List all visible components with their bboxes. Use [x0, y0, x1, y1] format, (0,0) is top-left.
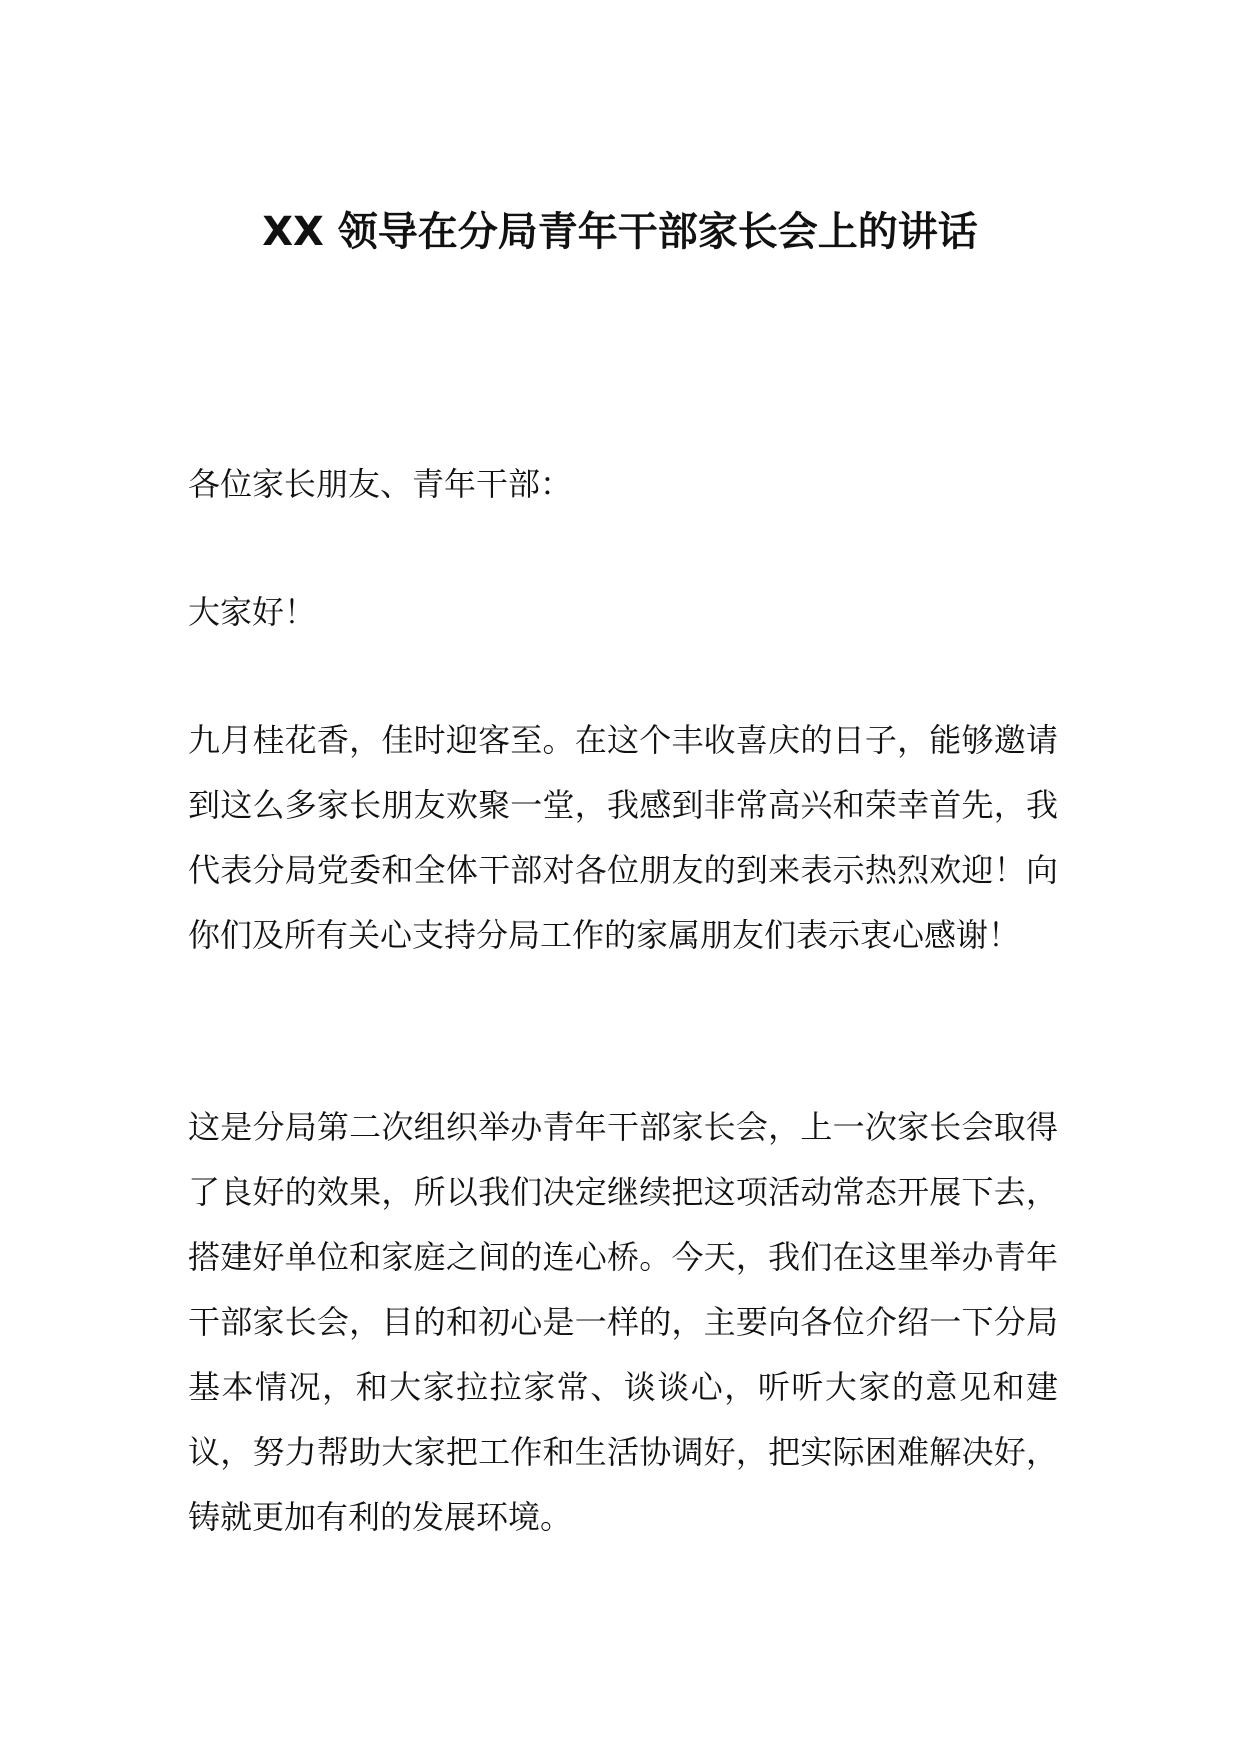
document-title: XX 领导在分局青年干部家长会上的讲话 — [262, 209, 978, 255]
body-paragraph-purpose: 这是分局第二次组织举办青年干部家长会，上一次家长会取得了良好的效果，所以我们决定继续把这项活动常态开展下去，搭建好单位和家庭之间的连心桥。今天，我们在这里举办青年干部家长会，目的和初心是一样的，主要向各位介绍一下分局基本情况，和大家拉拉家常、谈谈心，听听大家的意见和建议，努力帮助大家把工作和生活协调好，把实际困难解决好，铸就更加有利的发展环境。 — [188, 1108, 1058, 1536]
salutation-line: 各位家长朋友、青年干部： — [188, 465, 573, 503]
body-paragraph-welcome: 九月桂花香，佳时迎客至。在这个丰收喜庆的日子，能够邀请到这么多家长朋友欢聚一堂，我感到非常高兴和荣幸首先，我代表分局党委和全体干部对各位朋友的到来表示热烈欢迎！向你们及所有关心支持分局工作的家属朋友们表示衷心感谢！ — [188, 721, 1058, 954]
greeting-line: 大家好！ — [188, 593, 317, 631]
